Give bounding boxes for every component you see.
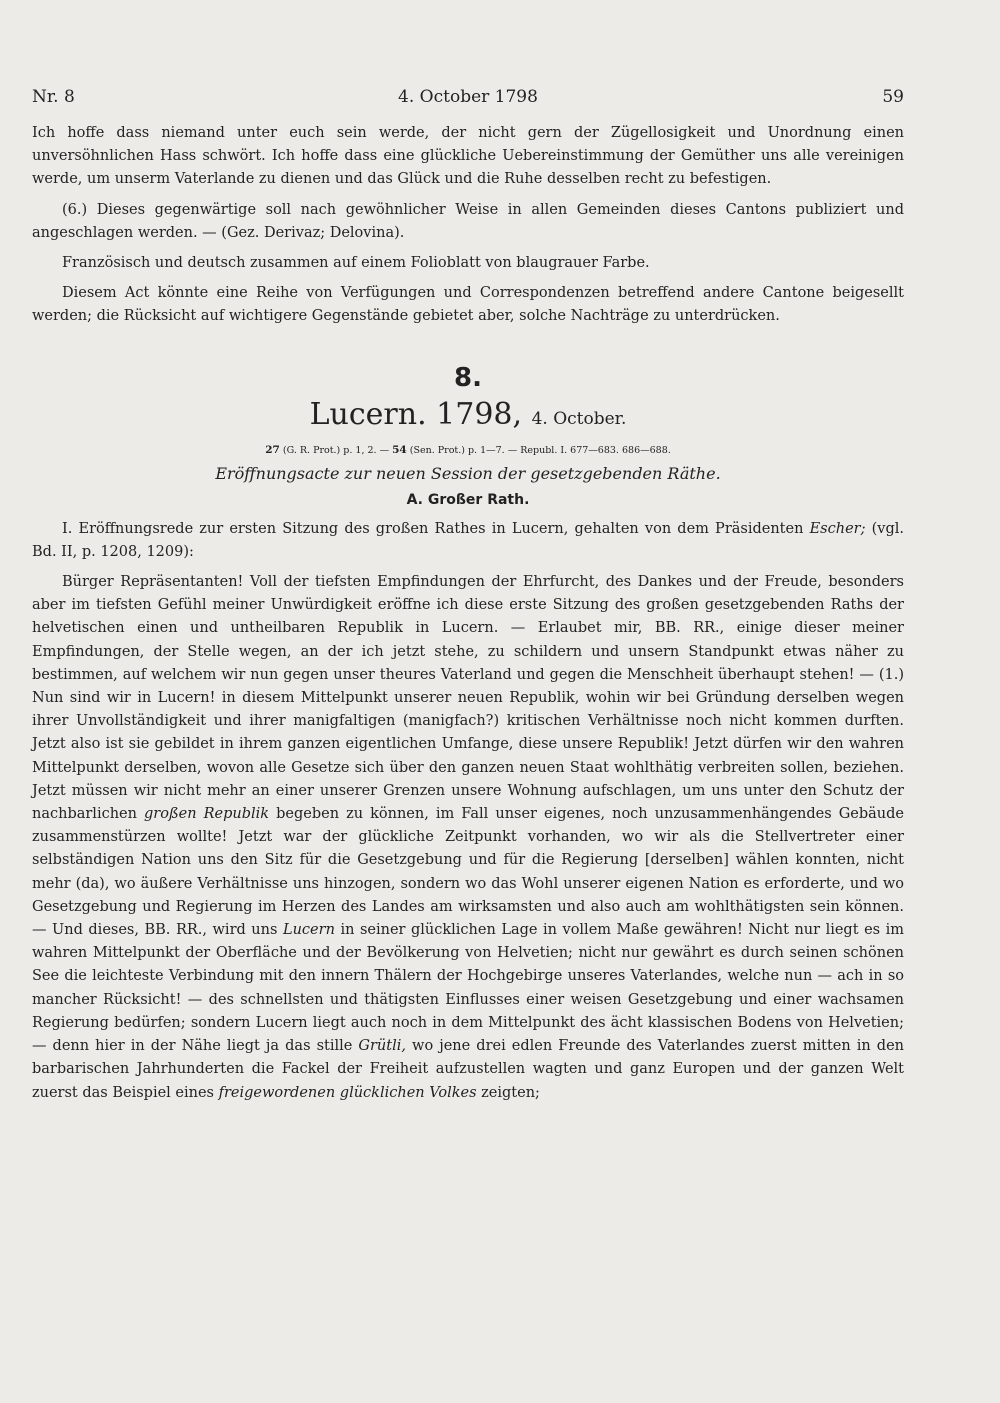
speech-italic-4: freigewordenen glücklichen Volkes	[218, 1084, 477, 1101]
intro-lead: I. Eröffnungsrede zur ersten Sitzung des großen Rathes in Lucern, gehalten von dem Präsidenten	[62, 520, 804, 537]
ref-number-1: 27	[265, 443, 280, 456]
ref-text-2: (Sen. Prot.) p. 1—7. — Republ. I. 677—683. 686—688.	[409, 444, 671, 456]
running-header	[32, 86, 904, 108]
speech-intro	[32, 518, 904, 564]
speech-text-2: begeben zu können, im Fall unser eigenes, noch unzusammenhängendes Gebäude zusammenstürzen wollte! Jetzt war der glückliche Zeitpunkt vorhanden, wo wir als die Stellvertreter einer selbständigen Nation uns den Sitz für die Gesetzgebung und für die Regierung [derselben] wählen konnten, nicht mehr (da), wo äußere Verhältnisse uns hinzogen, sondern wo das Wohl unserer eigenen Nation es erforderte, und wo Gesetzgebung und Regierung im Herzen des Landes am wirksamsten und also auch am wohlthätigsten sein können. — Und dieses, BB. RR., wird uns	[32, 806, 905, 939]
speech-text-5: zeigten;	[481, 1084, 540, 1101]
section-title	[32, 397, 904, 437]
source-references	[32, 443, 904, 458]
paragraph-editor-note: Diesem Act könnte eine Reihe von Verfügungen und Correspondenzen betreffend andere Cantone beigesellt werden; die Rücksicht auf wichtigere Gegenstände gebietet aber, solche Nachträge zu unterdrücken.	[32, 285, 904, 325]
speech-paragraph	[32, 571, 904, 1105]
section-subtitle: Eröffnungsacte zur neuen Session der gesetzgebenden Räthe.	[215, 463, 721, 483]
ref-number-2: 54	[392, 443, 407, 456]
paragraph-format-note: Französisch und deutsch zusammen auf einem Folioblatt von blaugrauer Farbe.	[62, 255, 650, 272]
speech-italic-3: Grütli,	[358, 1038, 406, 1055]
speech-text-4: wo jene drei edlen Freunde des Vaterlandes zuerst mitten in den barbarischen Jahrhunderten die Fackel der Freiheit aufzustellen wagten und ganz Europen und der ganzen Welt zuerst das Beispiel eines	[32, 1038, 904, 1101]
section-number: 8.	[454, 362, 482, 393]
speech-text-1: Bürger Repräsentanten! Voll der tiefsten Empfindungen der Ehrfurcht, des Dankes und der Freude, besonders aber im tiefsten Gefühl meiner Unwürdigkeit eröffne ich diese erste Sitzung des großen gesetzgebenden Raths der helvetischen einen und untheilbaren Republik in Lucern. — Erlaubet mir, BB. RR., einige dieser meiner Empfindungen, der Stelle wegen, an der ich jetzt stehe, zu schildern und unsern Standpunkt etwas näher zu bestimmen, auf welchem wir nun gegen unser theures Vaterland und gegen die Menschheit überhaupt stehen! — (1.) Nun sind wir in Lucern! in diesem Mittelpunkt unserer neuen Republik, wohin wir bei Gründung derselben wegen ihrer Unvollständigkeit und ihrer manigfaltigen (manigfach?) kritischen Verhältnisse noch nicht kommen durften. Jetzt also ist sie gebildet in ihrem ganzen eigentlichen Umfange, diese unsere Republik! Jetzt dürfen wir den wahren Mittelpunkt derselben, wovon alle Gesetze sich über den ganzen neuen Staat wohlthätig verbreiten sollen, beziehen. Jetzt müssen wir nicht mehr an einer unserer Grenzen unsere Wohnung aufschlagen, um uns unter den Schutz der nachbarlichen	[32, 574, 904, 823]
speaker-name: Escher;	[809, 520, 866, 537]
page-number: 59	[882, 87, 904, 107]
speech-text-3: in seiner glücklichen Lage in vollem Maße gewähren! Nicht nur liegt es im wahren Mittelpunkt der Oberfläche und der Bevölkerung von Helvetien; nicht nur gewährt es durch seinen schönen See die leichteste Verbindung mit den innern Thälern der Hochgebirge unseres Vaterlandes, welche nun — ach in so mancher Rücksicht! — des schnellsten und thätigsten Einflusses einer weisen Gesetzgebung und einer wachsamen Regierung bedürfen; sondern Lucern liegt auch noch in dem Mittelpunkt des ächt klassischen Bodens von Helvetien; — denn hier in der Nähe liegt ja das stille	[32, 922, 905, 1055]
subsection-heading: A. Großer Rath.	[406, 491, 530, 508]
intro-tail: (vgl. Bd. II, p. 1208, 1209):	[32, 520, 905, 560]
issue-number: Nr. 8	[32, 87, 75, 107]
paragraph-publication: (6.) Dieses gegenwärtige soll nach gewöhnlicher Weise in allen Gemeinden dieses Cantons publiziert und angeschlagen werden. — (Gez. Derivaz; Delovina).	[32, 201, 904, 241]
ref-text-1: (G. R. Prot.) p. 1, 2. —	[282, 444, 390, 456]
page-body	[32, 122, 904, 1112]
header-date: 4. October 1798	[398, 87, 538, 107]
section-title-main: Lucern. 1798,	[309, 396, 523, 432]
paragraph-continuation: Ich hoffe dass niemand unter euch sein werde, der nicht gern der Zügellosigkeit und Unordnung einen unversöhnlichen Hass schwört. Ich hoffe dass eine glückliche Uebereinstimmung der Gemüther uns alle vereinigen werde, um unserm Vaterlande zu dienen und das Glück und die Ruhe desselben recht zu befestigen.	[32, 125, 904, 188]
speech-italic-1: großen Republik	[144, 806, 270, 823]
section-title-date: 4. October.	[531, 408, 627, 429]
speech-italic-2: Lucern	[282, 922, 335, 939]
